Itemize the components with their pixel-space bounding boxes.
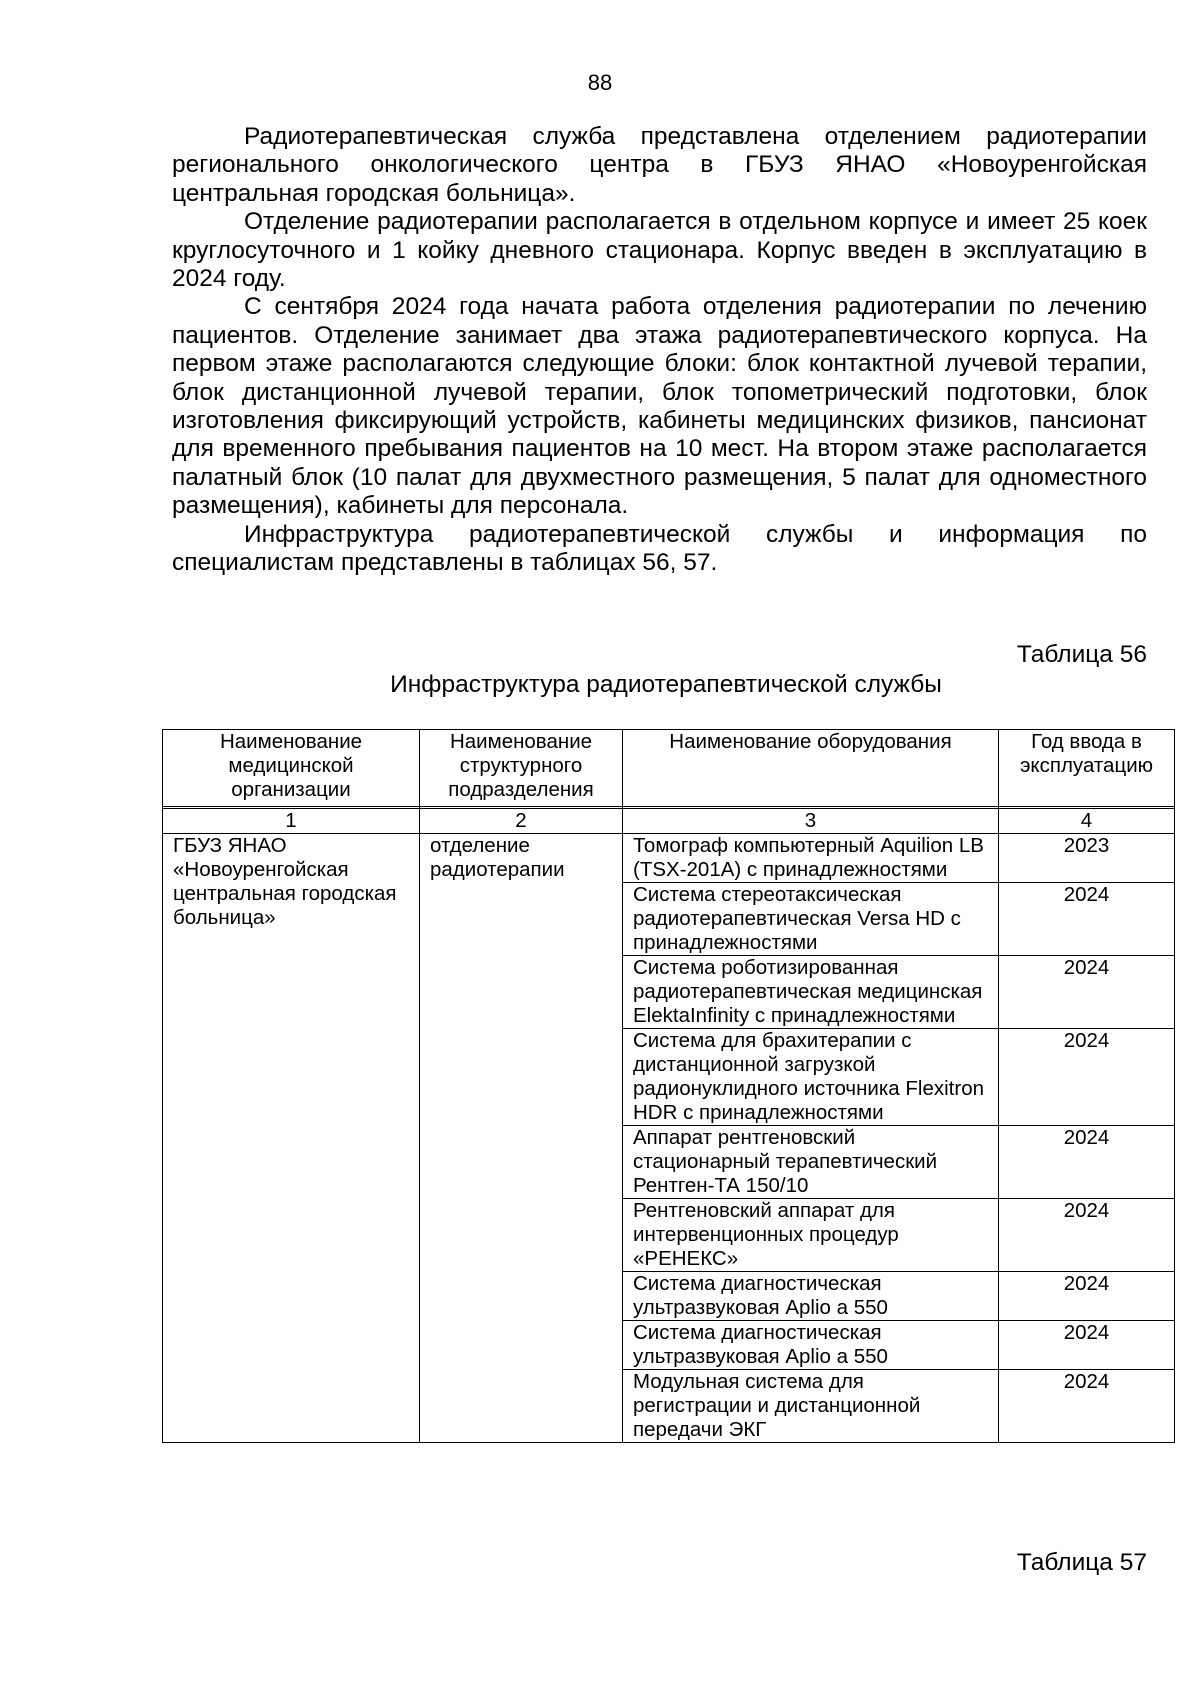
infrastructure-table	[162, 729, 1175, 1443]
column-number-row	[163, 809, 1175, 834]
body-text	[172, 123, 1147, 578]
table-row	[163, 834, 1175, 883]
year-cell: 2024	[999, 1126, 1175, 1199]
paragraph: С сентября 2024 года начата работа отделения радиотерапии по лечению пациентов. Отделение занимает два этажа радиотерапевтического корпуса. На первом этаже располагаются следующие блоки: блок контактной лучевой терапии, блок дистанционной лучевой терапии, блок топометрический подготовки, блок изготовления фиксирующий устройств, кабинеты медицинских физиков, пансионат для временного пребывания пациентов на 10 мест. На втором этаже располагается палатный блок (10 палат для двухместного размещения, 5 палат для одноместного размещения), кабинеты для персонала.	[172, 293, 1147, 520]
year-cell: 2024	[999, 1272, 1175, 1321]
table-56-title: Инфраструктура радиотерапевтической службы	[390, 671, 942, 698]
equipment-cell: Система диагностическая ультразвуковая Aplio a 550	[623, 1272, 999, 1321]
column-number: 3	[623, 809, 999, 834]
year-cell: 2024	[999, 1321, 1175, 1370]
table-56-label: Таблица 56	[1016, 641, 1147, 668]
equipment-cell: Система роботизированная радиотерапевтическая медицинская ElektaInfinity с принадлежностями	[623, 956, 999, 1029]
column-number: 2	[420, 809, 623, 834]
equipment-cell: Система для брахитерапии с дистанционной загрузкой радионуклидного источника Flexitron HDR с принадлежностями	[623, 1029, 999, 1126]
year-cell: 2024	[999, 1029, 1175, 1126]
year-cell: 2023	[999, 834, 1175, 883]
table-57-label: Таблица 57	[1016, 1549, 1147, 1576]
equipment-cell: Аппарат рентгеновский стационарный терапевтический Рентген-ТА 150/10	[623, 1126, 999, 1199]
header-year: Год ввода в эксплуатацию	[999, 730, 1175, 807]
year-cell: 2024	[999, 1199, 1175, 1272]
header-organization: Наименование медицинской организации	[163, 730, 420, 807]
organization-cell: ГБУЗ ЯНАО «Новоуренгойская центральная городская больница»	[163, 834, 420, 1443]
equipment-cell: Система диагностическая ультразвуковая Aplio a 550	[623, 1321, 999, 1370]
paragraph: Радиотерапевтическая служба представлена отделением радиотерапии регионального онкологического центра в ГБУЗ ЯНАО «Новоуренгойская центральная городская больница».	[172, 123, 1147, 207]
department-cell: отделение радиотерапии	[420, 834, 623, 1443]
year-cell: 2024	[999, 1370, 1175, 1443]
table-header-row	[163, 730, 1175, 807]
equipment-cell: Рентгеновский аппарат для интервенционных процедур «РЕНЕКС»	[623, 1199, 999, 1272]
paragraph: Отделение радиотерапии располагается в отдельном корпусе и имеет 25 коек круглосуточного и 1 койку дневного стационара. Корпус введен в эксплуатацию в 2024 году.	[172, 208, 1147, 293]
column-number: 4	[999, 809, 1175, 834]
year-cell: 2024	[999, 956, 1175, 1029]
column-number: 1	[163, 809, 420, 834]
equipment-cell: Модульная система для регистрации и дистанционной передачи ЭКГ	[623, 1370, 999, 1443]
equipment-cell: Система стереотаксическая радиотерапевтическая Versa HD с принадлежностями	[623, 883, 999, 956]
header-equipment: Наименование оборудования	[623, 730, 999, 807]
page-number: 88	[587, 70, 613, 95]
equipment-cell: Томограф компьютерный Aquilion LB (TSX-201A) с принадлежностями	[623, 834, 999, 883]
paragraph: Инфраструктура радиотерапевтической службы и информация по специалистам представлены в таблицах 56, 57.	[172, 520, 1147, 577]
year-cell: 2024	[999, 883, 1175, 956]
header-department: Наименование структурного подразделения	[420, 730, 623, 807]
